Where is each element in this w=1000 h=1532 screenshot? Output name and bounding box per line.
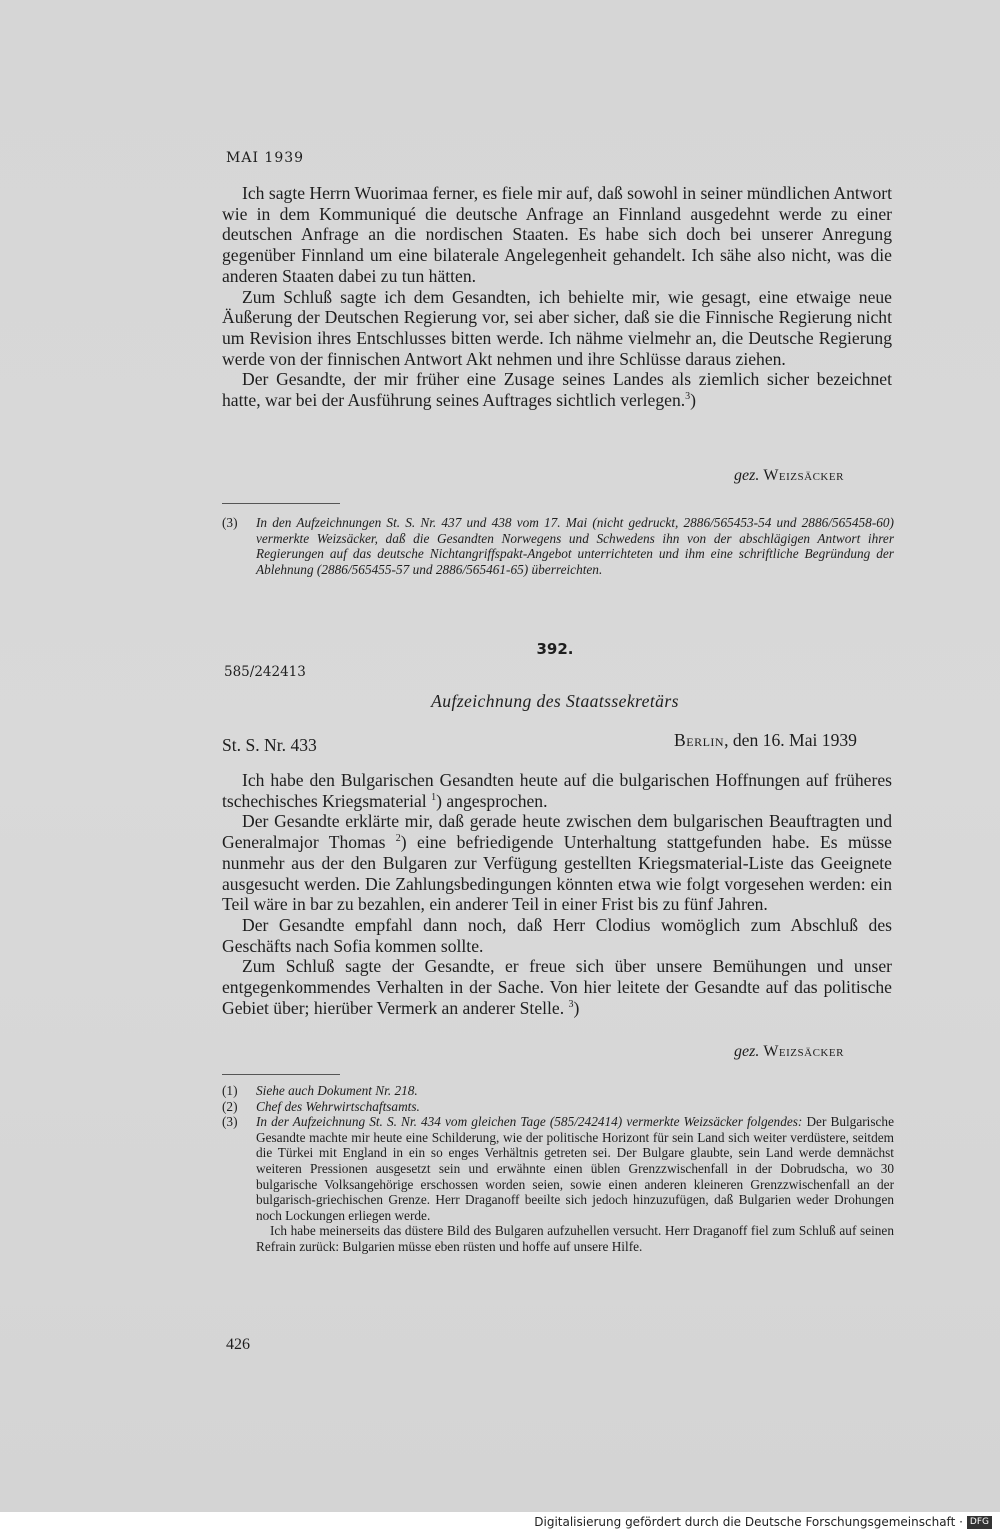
footnote-rule — [222, 503, 340, 504]
doc392-paragraph-3: Der Gesandte empfahl dann noch, daß Herr Clodius womöglich zum Abschluß des Geschäfts nach Sofia kommen sollte. — [222, 914, 892, 956]
footnote-item — [222, 515, 894, 577]
doc392-paragraph-2: Der Gesandte erklärte mir, daß gerade heute zwischen dem bulgarischen Beauftragten und Generalmajor Thomas $^2$) eine befriedigende Unterhaltung stattgefunden habe. Es müsse nunmehr aus der den Bulgaren zur Verfügung gestellten Kriegsmaterial-Liste das Geeignete ausgesucht werden. Die Zahlungsbedingungen könnten etwa wie folgt vorgesehen werden: ein Teil wäre in bar zu bezahlen, ein anderer Teil in einer Frist bis zu fünf Jahren. — [222, 811, 892, 915]
doc391-paragraph-3: Der Gesandte, der mir früher eine Zusage seines Landes als ziemlich sicher bezeichnet hatte, war bei der Ausführung seines Auftrages sichtlich verlegen.$^3$) — [222, 369, 892, 411]
footnote-rule — [222, 1074, 340, 1075]
document-title: Aufzeichnung des Staatssekretärs — [431, 691, 679, 711]
footnote-text: Chef des Wehrwirtschaftsamts. — [256, 1098, 420, 1114]
doc391-body — [222, 183, 892, 411]
doc392-signature: gez. Weizsäcker — [734, 1043, 844, 1060]
running-head: MAI 1939 — [226, 150, 305, 166]
doc392-body — [222, 770, 892, 1018]
footnote-item — [222, 1083, 894, 1099]
footnote-mark: (3) — [222, 515, 238, 530]
doc392-footnotes — [222, 1083, 894, 1255]
document-number: 392. — [536, 640, 574, 658]
doc391-paragraph-2: Zum Schluß sagte ich dem Gesandten, ich behielte mir, wie gesagt, eine etwaige neue Äußerung der Deutschen Regierung vor, sei aber sicher, daß sie die Finnische Regierung nicht um Revision ihres Entschlusses bitten werde. Ich nähme vielmehr an, die Deutsche Regierung werde von der finnischen Antwort Akt nehmen und ihre Schlüsse daraus ziehen. — [222, 286, 892, 369]
document-reference: St. S. Nr. 433 — [222, 735, 317, 755]
dfg-logo-icon: DFG — [967, 1516, 992, 1529]
doc391-paragraph-1: Ich sagte Herrn Wuorimaa ferner, es fiele mir auf, daß sowohl in seiner mündlichen Antwort wie in dem Kommuniqué die deutsche Anfrage an Finnland ausgedehnt werde zu einer deutschen Anfrage an die nordischen Staaten. Es habe sich doch bei unserer Anregung gegenüber Finnland um eine bilaterale Angelegenheit gehandelt. Ich sähe also nicht, was die anderen Staaten dabei zu tun hätten. — [222, 183, 892, 286]
footnote-ref[interactable]: 3 — [568, 998, 574, 1010]
page-number: 426 — [226, 1336, 250, 1353]
file-reference: 585/242413 — [224, 664, 306, 680]
place-date — [674, 730, 857, 751]
doc391-footnotes — [222, 515, 894, 577]
footnote-mark: (2) — [222, 1098, 238, 1114]
footnote-item — [222, 1114, 894, 1254]
doc391-signature: gez. Weizsäcker — [734, 467, 844, 484]
footnote-text: In der Aufzeichnung St. S. Nr. 434 vom gleichen Tage (585/242414) vermerkte Weizsäcker folgendes: Der Bulgarische Gesandte machte mir heute eine Schilderung, wie der politische Horizont für sein Land sich weiter verdüstere, seitdem die Türkei mit England in ein so enges Verhältnis getreten sei. Der Bulgare glaubte, sein Land werde demnächst weiteren Pressionen ausgesetzt sein und erwähnte einen üblen Grenzzwischenfall in der Dobrudscha, wo 30 bulgarische Volksangehörige erschossen worden seien, sowie einen anderen kleineren Grenzzwischenfall an der bulgarisch-griechischen Grenze. Herr Draganoff beeilte sich jedoch hinzuzufügen, daß Bulgarien weder Drohungen noch Lockungen erliegen werde. Ich habe meinerseits das düstere Bild des Bulgaren aufzuhellen versucht. Herr Draganoff fiel zum Schluß auf seinen Refrain zurück: Bulgarien müsse eben rüsten und hoffe auf unsere Hilfe. — [256, 1114, 894, 1254]
doc392-paragraph-1: Ich habe den Bulgarischen Gesandten heute auf die bulgarischen Hoffnungen auf früheres tschechisches Kriegsmaterial $^1$) angesprochen. — [222, 770, 892, 811]
footnote-item — [222, 1099, 894, 1115]
doc392-paragraph-4: Zum Schluß sagte der Gesandte, er freue sich über unsere Bemühungen und unser entgegenkommendes Verhalten in der Sache. Von hier leitete der Gesandte auf das politische Gebiet über; hierüber Vermerk an anderer Stelle. $^3$) — [222, 956, 892, 1018]
digitization-footer — [0, 1512, 1000, 1532]
footnote-ref[interactable]: 1 — [431, 791, 437, 803]
footnote-text: Siehe auch Dokument Nr. 218. — [256, 1083, 418, 1098]
footnote-mark: (1) — [222, 1083, 238, 1098]
footnote-mark: (3) — [222, 1114, 238, 1130]
footnote-text: In den Aufzeichnungen St. S. Nr. 437 und 438 vom 17. Mai (nicht gedruckt, 2886/565453-54 und 2886/565458-60) vermerkte Weizsäcker, daß die Gesandten Norwegens und Schwedens ihn von der abschlägigen Antwort ihrer Regierungen auf das deutsche Nichtangriffspakt-Angebot unterrichteten und ihm eine schriftliche Begründung der Ablehnung (2886/565455-57 und 2886/565461-65) überreichten. — [256, 515, 894, 577]
footnote-ref[interactable]: 3 — [685, 391, 691, 403]
date: , den 16. Mai 1939 — [724, 730, 857, 750]
footer-credit: Digitalisierung gefördert durch die Deutsche Forschungsgemeinschaft · — [534, 1515, 963, 1529]
footnote-ref[interactable]: 2 — [395, 833, 401, 845]
place: Berlin — [674, 730, 725, 750]
